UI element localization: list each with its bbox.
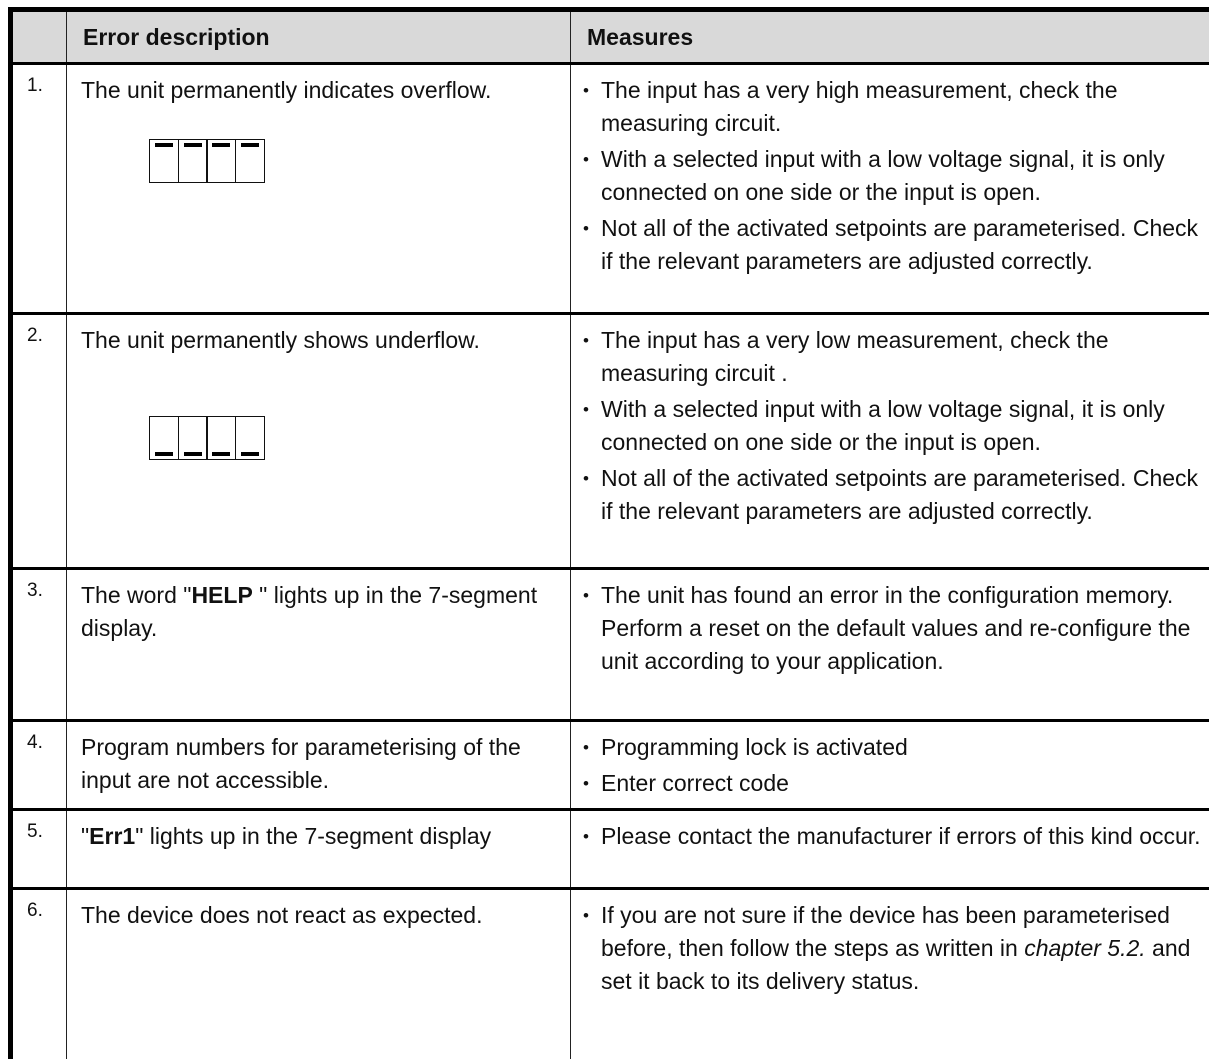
- error-text: Program numbers for parameterising of the input are not accessible.: [81, 731, 556, 797]
- error-text-prefix: The word ": [81, 582, 191, 608]
- error-text-suffix: " lights up in the 7-segment display.: [81, 582, 537, 641]
- row-number: 6.: [11, 889, 67, 1059]
- measure-item: • Not all of the activated setpoints are parameterised. Check if the relevant parameters are adjusted correctly.: [583, 462, 1204, 528]
- measure-text-prefix: If you are not sure if the device has been parameterised before, then follow the steps as written in: [601, 902, 1170, 961]
- segment-bar: [184, 143, 202, 147]
- table-row: [11, 721, 1209, 810]
- measure-item: • Please contact the manufacturer if errors of this kind occur.: [583, 820, 1204, 853]
- error-text: The device does not react as expected.: [81, 899, 556, 932]
- row-number: 1.: [11, 64, 67, 314]
- row-number: 3.: [11, 569, 67, 721]
- table-row: [11, 889, 1209, 1059]
- header-error-description: Error description: [67, 10, 571, 64]
- row-number: 5.: [11, 810, 67, 889]
- measure-item: • The unit has found an error in the configuration memory. Perform a reset on the default values and re-configure the unit according to your application.: [583, 579, 1204, 678]
- error-text: The unit permanently indicates overflow.: [81, 74, 556, 107]
- measure-text-suffix: and set it back to its delivery status.: [601, 935, 1190, 994]
- error-cell: [67, 314, 571, 569]
- measure-item: • With a selected input with a low voltage signal, it is only connected on one side or the input is open.: [583, 393, 1204, 459]
- error-text-prefix: ": [81, 823, 89, 849]
- table-row: [11, 64, 1209, 314]
- row-number: 2.: [11, 314, 67, 569]
- measures-cell: [571, 314, 1209, 569]
- overflow-display: [149, 139, 556, 183]
- chapter-reference: chapter 5.2.: [1024, 935, 1145, 961]
- segment-bar: [241, 452, 259, 456]
- segment-digit: [149, 416, 179, 460]
- error-cell: [67, 721, 571, 810]
- table-row: [11, 569, 1209, 721]
- measure-item: • The input has a very low measurement, check the measuring circuit .: [583, 324, 1204, 390]
- header-row: [11, 10, 1209, 64]
- measures-cell: [571, 64, 1209, 314]
- error-text-suffix: " lights up in the 7-segment display: [135, 823, 491, 849]
- segment-bar: [184, 452, 202, 456]
- segment-bar: [212, 143, 230, 147]
- measures-cell: [571, 889, 1209, 1059]
- segment-digit: [235, 416, 265, 460]
- table-row: [11, 810, 1209, 889]
- measure-item: • Not all of the activated setpoints are parameterised. Check if the relevant parameters are adjusted correctly.: [583, 212, 1204, 278]
- measure-item: • With a selected input with a low voltage signal, it is only connected on one side or the input is open.: [583, 143, 1204, 209]
- header-measures: Measures: [571, 10, 1209, 64]
- segment-digit: [206, 416, 236, 460]
- measures-cell: [571, 569, 1209, 721]
- measure-item: • Enter correct code: [583, 767, 1204, 800]
- measures-cell: [571, 721, 1209, 810]
- error-cell: [67, 810, 571, 889]
- header-num: [11, 10, 67, 64]
- error-table: [8, 7, 1209, 1059]
- table-row: [11, 314, 1209, 569]
- error-keyword: HELP: [191, 582, 252, 608]
- measures-cell: [571, 810, 1209, 889]
- measure-item: [583, 899, 1204, 998]
- segment-bar: [155, 143, 173, 147]
- error-cell: [67, 889, 571, 1059]
- segment-digit: [206, 139, 236, 183]
- error-text: The unit permanently shows underflow.: [81, 324, 556, 357]
- error-cell: [67, 64, 571, 314]
- segment-digit: [178, 139, 208, 183]
- segment-digit: [235, 139, 265, 183]
- error-cell: [67, 569, 571, 721]
- segment-digit: [149, 139, 179, 183]
- error-keyword: Err1: [89, 823, 135, 849]
- row-number: 4.: [11, 721, 67, 810]
- measure-item: • Programming lock is activated: [583, 731, 1204, 764]
- segment-bar: [212, 452, 230, 456]
- measure-item: • The input has a very high measurement, check the measuring circuit.: [583, 74, 1204, 140]
- segment-bar: [155, 452, 173, 456]
- segment-digit: [178, 416, 208, 460]
- segment-bar: [241, 143, 259, 147]
- underflow-display: [149, 416, 556, 460]
